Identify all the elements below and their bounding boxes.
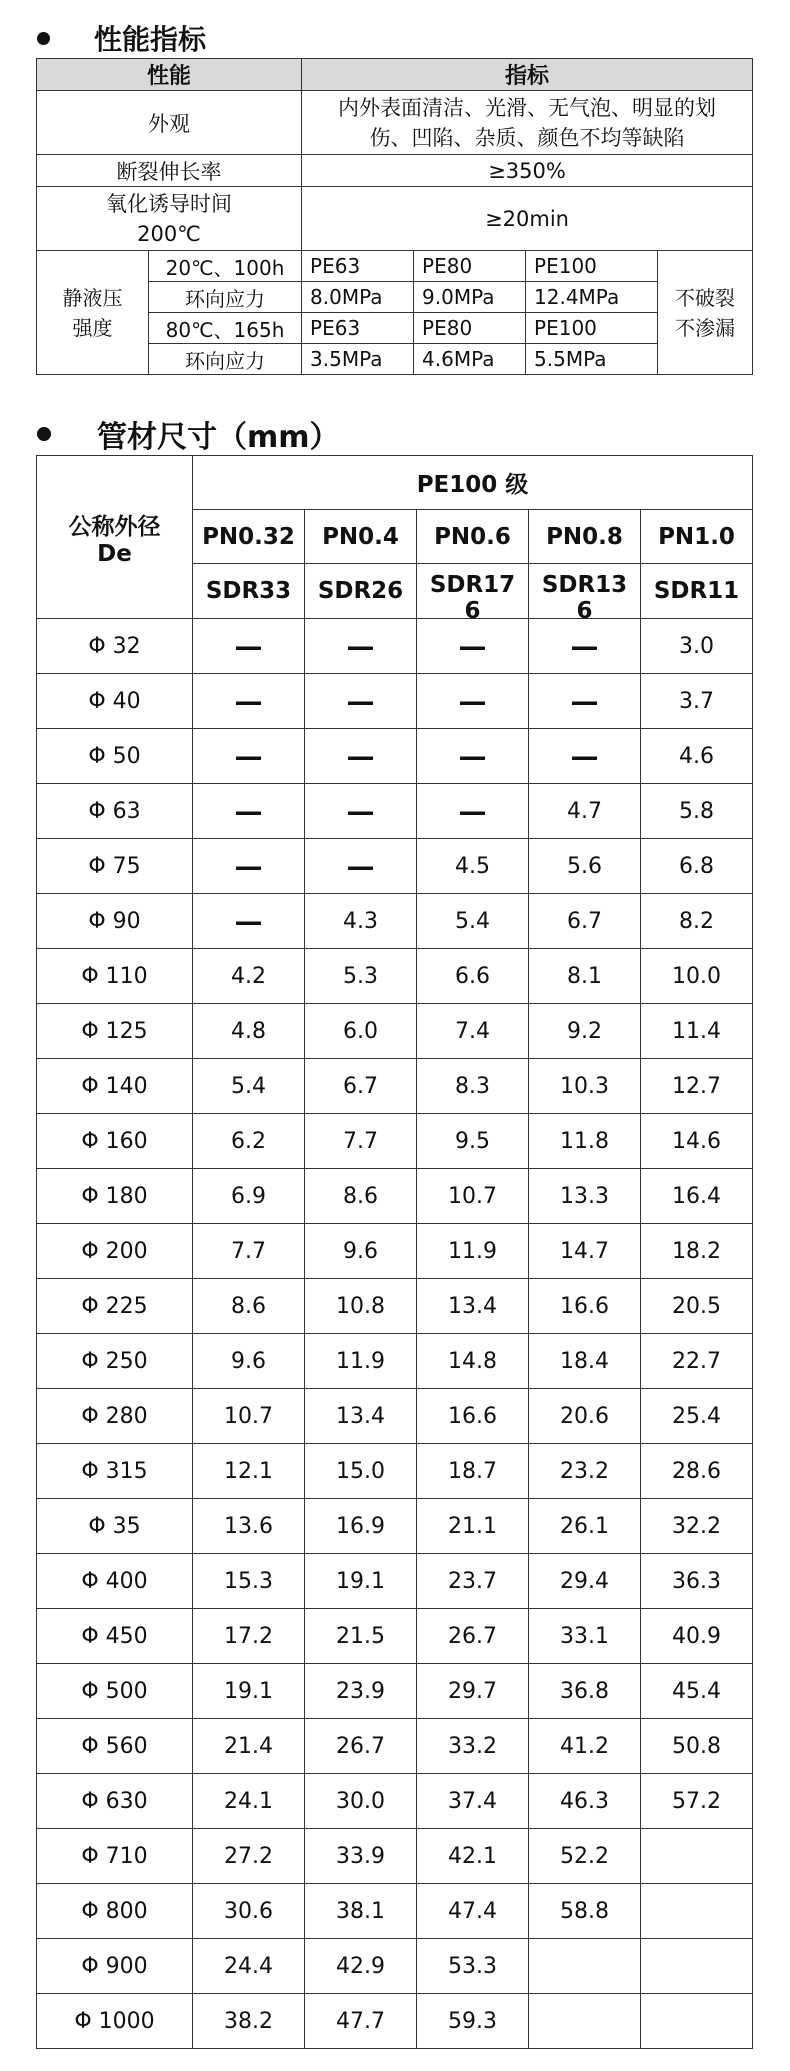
table-header-row	[37, 59, 753, 91]
oxidation-value: ≥20min	[302, 187, 753, 251]
de-cell: Φ 315	[37, 1444, 193, 1499]
table-row	[37, 1059, 753, 1114]
table-header-row	[37, 456, 753, 510]
header-pn: PN1.0	[641, 510, 753, 564]
thickness-cell: 4.5	[417, 839, 529, 894]
table-row	[37, 674, 753, 729]
table-row	[37, 1939, 753, 1994]
thickness-cell: 57.2	[641, 1774, 753, 1829]
de-cell: Φ 160	[37, 1114, 193, 1169]
thickness-cell: 22.7	[641, 1334, 753, 1389]
thickness-cell: 29.4	[529, 1554, 641, 1609]
thickness-cell: 8.3	[417, 1059, 529, 1114]
thickness-cell: 6.7	[305, 1059, 417, 1114]
thickness-cell: 36.8	[529, 1664, 641, 1719]
thickness-cell: 16.9	[305, 1499, 417, 1554]
thickness-cell: 6.9	[193, 1169, 305, 1224]
de-cell: Φ 40	[37, 674, 193, 729]
table-row	[37, 1829, 753, 1884]
thickness-cell: 5.3	[305, 949, 417, 1004]
thickness-cell: —	[529, 619, 641, 674]
grade-cell: PE63	[302, 313, 414, 344]
thickness-cell: 8.6	[305, 1169, 417, 1224]
thickness-cell: 23.2	[529, 1444, 641, 1499]
thickness-cell: 16.6	[529, 1279, 641, 1334]
thickness-cell: 33.1	[529, 1609, 641, 1664]
appearance-label: 外观	[37, 91, 302, 155]
thickness-cell: 5.6	[529, 839, 641, 894]
thickness-cell: 16.4	[641, 1169, 753, 1224]
thickness-cell: 6.0	[305, 1004, 417, 1059]
table-row	[37, 1114, 753, 1169]
thickness-cell: 17.2	[193, 1609, 305, 1664]
thickness-cell: 18.2	[641, 1224, 753, 1279]
header-sdr-line1: SDR26	[317, 578, 404, 604]
header-sdr-line2: 6	[576, 598, 593, 624]
thickness-cell: 6.7	[529, 894, 641, 949]
thickness-cell: 30.0	[305, 1774, 417, 1829]
de-cell: Φ 800	[37, 1884, 193, 1939]
thickness-cell	[641, 1939, 753, 1994]
thickness-cell: 13.6	[193, 1499, 305, 1554]
hydrostatic-label-line2: 强度	[72, 315, 113, 340]
cond2-line2: 环向应力	[149, 344, 302, 375]
thickness-cell: —	[193, 839, 305, 894]
thickness-cell	[529, 1939, 641, 1994]
table-row	[37, 91, 753, 155]
thickness-cell: 9.5	[417, 1114, 529, 1169]
thickness-cell: 45.4	[641, 1664, 753, 1719]
thickness-cell: 4.7	[529, 784, 641, 839]
thickness-cell: 42.1	[417, 1829, 529, 1884]
thickness-cell: 24.1	[193, 1774, 305, 1829]
bullet-icon	[37, 427, 51, 441]
thickness-cell: 15.0	[305, 1444, 417, 1499]
table-row	[37, 1884, 753, 1939]
thickness-cell: 5.4	[417, 894, 529, 949]
table-row	[37, 1719, 753, 1774]
thickness-cell: 14.6	[641, 1114, 753, 1169]
appearance-value-line2: 伤、凹陷、杂质、颜色不均等缺陷	[369, 125, 685, 150]
header-sdr-line1: SDR17	[429, 572, 516, 598]
table-row	[37, 894, 753, 949]
thickness-cell: 13.4	[305, 1389, 417, 1444]
bullet-icon	[37, 32, 50, 45]
table-row	[37, 251, 753, 282]
thickness-cell: 28.6	[641, 1444, 753, 1499]
cond1-line2: 环向应力	[149, 282, 302, 313]
section-title-text: 性能指标	[94, 23, 207, 56]
thickness-cell: 52.2	[529, 1829, 641, 1884]
header-sdr-line1: SDR13	[541, 572, 628, 598]
thickness-cell: 32.2	[641, 1499, 753, 1554]
thickness-cell	[641, 1884, 753, 1939]
thickness-cell: 38.1	[305, 1884, 417, 1939]
thickness-cell: 18.4	[529, 1334, 641, 1389]
stress-cell: 9.0MPa	[414, 282, 526, 313]
thickness-cell: 24.4	[193, 1939, 305, 1994]
thickness-cell: —	[417, 729, 529, 784]
thickness-cell: 5.4	[193, 1059, 305, 1114]
thickness-cell: 4.8	[193, 1004, 305, 1059]
thickness-cell: —	[417, 619, 529, 674]
thickness-cell: 58.8	[529, 1884, 641, 1939]
de-cell: Φ 180	[37, 1169, 193, 1224]
thickness-cell: 20.6	[529, 1389, 641, 1444]
thickness-cell: 4.6	[641, 729, 753, 784]
thickness-cell: 8.2	[641, 894, 753, 949]
thickness-cell: 20.5	[641, 1279, 753, 1334]
hydrostatic-label	[37, 251, 149, 375]
thickness-cell: 21.4	[193, 1719, 305, 1774]
thickness-cell: 25.4	[641, 1389, 753, 1444]
grade-cell: PE80	[414, 251, 526, 282]
thickness-cell: 46.3	[529, 1774, 641, 1829]
de-cell: Φ 90	[37, 894, 193, 949]
thickness-cell: —	[305, 784, 417, 839]
thickness-cell	[641, 1829, 753, 1884]
thickness-cell: 6.8	[641, 839, 753, 894]
grade-cell: PE100	[526, 251, 658, 282]
thickness-cell: 26.7	[305, 1719, 417, 1774]
table-row	[37, 1224, 753, 1279]
header-sdr-line1: SDR33	[205, 578, 292, 604]
table-row	[37, 1389, 753, 1444]
thickness-cell: 15.3	[193, 1554, 305, 1609]
thickness-cell: 47.4	[417, 1884, 529, 1939]
thickness-cell: 14.7	[529, 1224, 641, 1279]
thickness-cell: —	[305, 674, 417, 729]
de-cell: Φ 140	[37, 1059, 193, 1114]
table-row	[37, 839, 753, 894]
thickness-cell: 9.6	[305, 1224, 417, 1279]
header-property: 性能	[37, 59, 302, 91]
header-pn: PN0.4	[305, 510, 417, 564]
oxidation-label	[37, 187, 302, 251]
header-pn: PN0.6	[417, 510, 529, 564]
thickness-cell: 6.6	[417, 949, 529, 1004]
hydrostatic-result	[658, 251, 753, 375]
header-grade: PE100 级	[193, 456, 753, 510]
dimensions-body	[37, 619, 753, 2049]
stress-cell: 5.5MPa	[526, 344, 658, 375]
thickness-cell: 7.7	[305, 1114, 417, 1169]
table-row	[37, 729, 753, 784]
thickness-cell: 53.3	[417, 1939, 529, 1994]
thickness-cell: —	[193, 784, 305, 839]
grade-cell: PE80	[414, 313, 526, 344]
thickness-cell: 3.0	[641, 619, 753, 674]
thickness-cell: 33.9	[305, 1829, 417, 1884]
thickness-cell: 29.7	[417, 1664, 529, 1719]
stress-cell: 8.0MPa	[302, 282, 414, 313]
header-sdr	[417, 564, 529, 624]
thickness-cell: 38.2	[193, 1994, 305, 2049]
de-cell: Φ 280	[37, 1389, 193, 1444]
grade-cell: PE63	[302, 251, 414, 282]
de-cell: Φ 63	[37, 784, 193, 839]
table-row	[37, 1499, 753, 1554]
thickness-cell: —	[417, 784, 529, 839]
thickness-cell: 10.7	[193, 1389, 305, 1444]
thickness-cell: —	[305, 619, 417, 674]
thickness-cell: 11.9	[417, 1224, 529, 1279]
de-cell: Φ 110	[37, 949, 193, 1004]
section-title-dimensions	[0, 412, 340, 456]
de-cell: Φ 35	[37, 1499, 193, 1554]
table-row	[37, 1279, 753, 1334]
thickness-cell: 6.2	[193, 1114, 305, 1169]
thickness-cell: 23.7	[417, 1554, 529, 1609]
table-row	[37, 1994, 753, 2049]
thickness-cell: 26.1	[529, 1499, 641, 1554]
appearance-value-line1: 内外表面清洁、光滑、无气泡、明显的划	[338, 95, 717, 120]
thickness-cell: 9.2	[529, 1004, 641, 1059]
thickness-cell: 3.7	[641, 674, 753, 729]
oxidation-label-line2: 200℃	[137, 221, 201, 246]
thickness-cell: —	[529, 674, 641, 729]
thickness-cell: 50.8	[641, 1719, 753, 1774]
cond1-line1: 20℃、100h	[149, 251, 302, 282]
thickness-cell: 47.7	[305, 1994, 417, 2049]
header-sdr	[641, 564, 753, 619]
thickness-cell: —	[193, 619, 305, 674]
de-cell: Φ 400	[37, 1554, 193, 1609]
elongation-value: ≥350%	[302, 155, 753, 187]
de-cell: Φ 500	[37, 1664, 193, 1719]
header-de-line2: De	[97, 540, 132, 567]
de-cell: Φ 450	[37, 1609, 193, 1664]
thickness-cell: 59.3	[417, 1994, 529, 2049]
thickness-cell: —	[305, 729, 417, 784]
thickness-cell	[529, 1994, 641, 2049]
dimensions-table	[36, 455, 753, 2049]
thickness-cell: 40.9	[641, 1609, 753, 1664]
hydrostatic-label-line1: 静液压	[62, 285, 123, 310]
thickness-cell: 16.6	[417, 1389, 529, 1444]
table-row	[37, 619, 753, 674]
thickness-cell: 33.2	[417, 1719, 529, 1774]
thickness-cell: 7.7	[193, 1224, 305, 1279]
grade-cell: PE100	[526, 313, 658, 344]
thickness-cell: 14.8	[417, 1334, 529, 1389]
table-row	[37, 155, 753, 187]
stress-cell: 4.6MPa	[414, 344, 526, 375]
thickness-cell: 11.9	[305, 1334, 417, 1389]
oxidation-label-line1: 氧化诱导时间	[106, 191, 232, 216]
thickness-cell: —	[529, 729, 641, 784]
thickness-cell: 19.1	[305, 1554, 417, 1609]
thickness-cell: 23.9	[305, 1664, 417, 1719]
de-cell: Φ 710	[37, 1829, 193, 1884]
thickness-cell: 11.4	[641, 1004, 753, 1059]
thickness-cell: 10.3	[529, 1059, 641, 1114]
de-cell: Φ 75	[37, 839, 193, 894]
thickness-cell: 7.4	[417, 1004, 529, 1059]
cond2-line1: 80℃、165h	[149, 313, 302, 344]
de-cell: Φ 125	[37, 1004, 193, 1059]
thickness-cell: 12.1	[193, 1444, 305, 1499]
header-pn: PN0.8	[529, 510, 641, 564]
de-cell: Φ 630	[37, 1774, 193, 1829]
thickness-cell: 18.7	[417, 1444, 529, 1499]
de-cell: Φ 225	[37, 1279, 193, 1334]
header-sdr-line1: SDR11	[653, 578, 740, 604]
header-sdr-line2: 6	[464, 598, 481, 624]
table-row	[37, 1554, 753, 1609]
de-cell: Φ 32	[37, 619, 193, 674]
table-row	[37, 949, 753, 1004]
table-row	[37, 784, 753, 839]
thickness-cell: 10.8	[305, 1279, 417, 1334]
thickness-cell: 21.1	[417, 1499, 529, 1554]
stress-cell: 12.4MPa	[526, 282, 658, 313]
thickness-cell: 8.6	[193, 1279, 305, 1334]
thickness-cell: 9.6	[193, 1334, 305, 1389]
appearance-value	[302, 91, 753, 155]
header-sdr	[193, 564, 305, 619]
thickness-cell: 37.4	[417, 1774, 529, 1829]
thickness-cell: —	[417, 674, 529, 729]
table-row	[37, 187, 753, 251]
thickness-cell: 13.3	[529, 1169, 641, 1224]
header-indicator: 指标	[302, 59, 753, 91]
thickness-cell: 36.3	[641, 1554, 753, 1609]
table-row	[37, 1609, 753, 1664]
thickness-cell: —	[305, 839, 417, 894]
elongation-label: 断裂伸长率	[37, 155, 302, 187]
table-row	[37, 1664, 753, 1719]
de-cell: Φ 200	[37, 1224, 193, 1279]
thickness-cell: 26.7	[417, 1609, 529, 1664]
thickness-cell: —	[193, 729, 305, 784]
thickness-cell: 19.1	[193, 1664, 305, 1719]
thickness-cell: 41.2	[529, 1719, 641, 1774]
header-sdr	[305, 564, 417, 619]
thickness-cell: 11.8	[529, 1114, 641, 1169]
table-row	[37, 1444, 753, 1499]
table-row	[37, 1004, 753, 1059]
thickness-cell: 5.8	[641, 784, 753, 839]
header-de	[37, 456, 193, 619]
thickness-cell: 8.1	[529, 949, 641, 1004]
thickness-cell: —	[193, 674, 305, 729]
thickness-cell: 10.0	[641, 949, 753, 1004]
de-cell: Φ 560	[37, 1719, 193, 1774]
header-pn: PN0.32	[193, 510, 305, 564]
de-cell: Φ 250	[37, 1334, 193, 1389]
thickness-cell: 30.6	[193, 1884, 305, 1939]
header-de-line1: 公称外径	[68, 513, 161, 540]
stress-cell: 3.5MPa	[302, 344, 414, 375]
section-title-text: 管材尺寸（mm）	[97, 420, 340, 455]
thickness-cell: —	[193, 894, 305, 949]
table-row	[37, 1774, 753, 1829]
de-cell: Φ 50	[37, 729, 193, 784]
section-title-performance	[0, 18, 206, 58]
de-cell: Φ 1000	[37, 1994, 193, 2049]
thickness-cell: 13.4	[417, 1279, 529, 1334]
table-row	[37, 1169, 753, 1224]
thickness-cell	[641, 1994, 753, 2049]
de-cell: Φ 900	[37, 1939, 193, 1994]
table-row	[37, 1334, 753, 1389]
thickness-cell: 21.5	[305, 1609, 417, 1664]
thickness-cell: 4.3	[305, 894, 417, 949]
performance-table	[36, 58, 753, 375]
thickness-cell: 42.9	[305, 1939, 417, 1994]
thickness-cell: 27.2	[193, 1829, 305, 1884]
header-sdr	[529, 564, 641, 624]
thickness-cell: 10.7	[417, 1169, 529, 1224]
result-line2: 不渗漏	[675, 315, 736, 340]
thickness-cell: 12.7	[641, 1059, 753, 1114]
thickness-cell: 4.2	[193, 949, 305, 1004]
result-line1: 不破裂	[675, 285, 736, 310]
